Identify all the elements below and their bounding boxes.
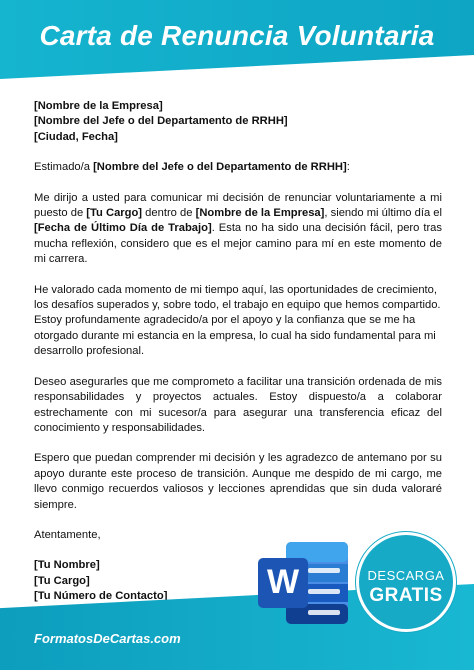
greeting-suffix: : [346, 161, 350, 174]
paragraph-4: Espero que puedan comprender mi decisión y les agradezco de antemano por su apoyo durante este proceso de transición. Aunque me despido de mi cargo, me llevo conmigo recuerdos valiosos y lecciones aprendidas que sin duda valoraré siempre. [34, 452, 442, 511]
badge-line-1: DESCARGA [367, 568, 445, 583]
footer-brand[interactable]: FormatosDeCartas.com [34, 631, 181, 646]
paragraph-2: He valorado cada momento de mi tiempo aquí, las oportunidades de crecimiento, los desafíos superados y, sobre todo, el trabajo en equipo que hemos compartido. Estoy profundamente agradecido/a por el apoyo y la confianza que se me ha otorgado durante mi estancia en la empresa, lo cual ha sido fundamental para mi desarrollo profesional. [34, 283, 441, 358]
signature-position: [Tu Cargo] [34, 574, 90, 587]
greeting-name: [Nombre del Jefe o del Departamento de RRHH] [93, 161, 347, 174]
p1-text-3: , siendo mi último día el [324, 207, 442, 220]
word-icon-letter: W [266, 563, 300, 601]
greeting [34, 160, 442, 175]
closing: Atentamente, [34, 528, 101, 541]
paragraph-1 [34, 191, 442, 268]
greeting-prefix: Estimado/a [34, 161, 94, 174]
p1-job-title: [Tu Cargo] [86, 207, 143, 220]
signature-contact: [Tu Número de Contacto] [34, 590, 168, 603]
p1-text-2: dentro de [142, 207, 196, 220]
recipient-placeholder: [Nombre del Jefe o del Departamento de RRHH] [34, 115, 288, 128]
signature-name: [Tu Nombre] [34, 559, 100, 572]
p1-last-day: [Fecha de Último Día de Trabajo] [34, 222, 212, 235]
download-badge[interactable] [356, 532, 456, 632]
microsoft-word-icon[interactable] [256, 540, 350, 626]
city-date-placeholder: [Ciudad, Fecha] [34, 130, 118, 143]
address-block [34, 99, 442, 145]
p1-text-4: . Esta no ha sido una decisión fácil, pero tras mucha reflexión, considero que es el mejor camino para mí en este momento de mi carrera. [34, 222, 442, 266]
page-title: Carta de Renuncia Voluntaria [39, 20, 435, 51]
company-placeholder: [Nombre de la Empresa] [34, 100, 163, 112]
p1-company: [Nombre de la Empresa] [195, 207, 325, 220]
letter-body [34, 99, 442, 605]
paragraph-3: Deseo asegurarles que me comprometo a facilitar una transición ordenada de mis responsabilidades y proyectos actuales. Estoy dispuesto/a a colaborar estrechamente con mi sucesor/a para asegurar una transferencia eficaz del conocimiento y responsabilidades. [34, 375, 442, 434]
p1-text-1: Me dirijo a usted para comunicar mi decisión de renunciar voluntariamente a mi puesto de [34, 191, 442, 220]
badge-line-2: GRATIS [369, 585, 443, 606]
